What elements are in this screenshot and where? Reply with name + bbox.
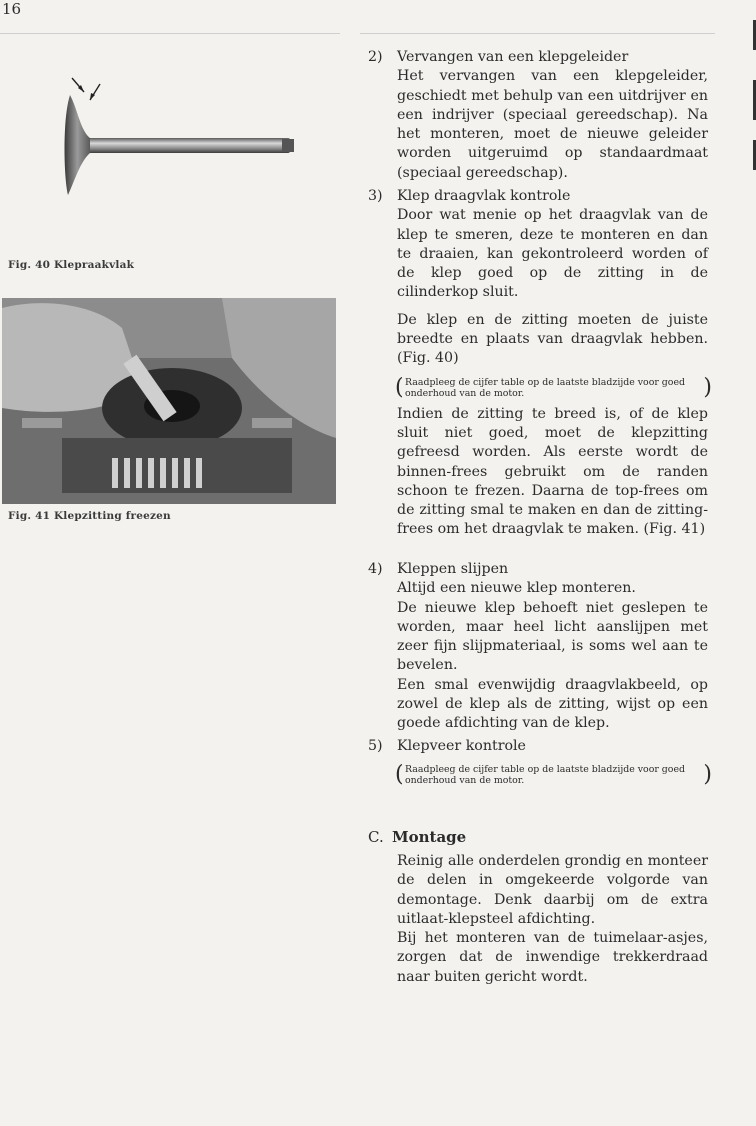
section-paragraph: Door wat menie op het draagvlak van de klep te smeren, deze te monteren en dan te draaien, kan gekontroleerd worden of de klep goed op de zitting in de cilinderkop sluit. bbox=[397, 207, 708, 301]
note-text: Raadpleeg de cijfer table op de laatste bladzijde voor goed onderhoud van de motor. bbox=[405, 764, 685, 787]
section-title: Klep draagvlak kontrole bbox=[397, 188, 571, 204]
montage-title: Montage bbox=[392, 828, 467, 846]
maintenance-note bbox=[395, 374, 712, 400]
note-text: Raadpleeg de cijfer table op de laatste bladzijde voor goed onderhoud van de motor. bbox=[405, 376, 685, 399]
fig-41-caption: Fig. 41 Klepzitting freezen bbox=[8, 510, 171, 522]
montage-heading bbox=[368, 828, 466, 846]
top-rule-right bbox=[360, 33, 715, 34]
section-number: 2) bbox=[368, 49, 383, 65]
section-paragraph: De klep en de zitting moeten de juiste breedte en plaats van draagvlak hebben. (Fig. 40) bbox=[397, 311, 708, 367]
montage-label: C. bbox=[368, 828, 384, 846]
montage-paragraph: Bij het monteren van de tuimelaar-asjes, zorgen dat de inwendige trekkerdraad naar buiten gericht wordt. bbox=[397, 930, 708, 985]
valve-seat-cutting-photo-icon bbox=[2, 298, 336, 504]
right-brace-icon: ) bbox=[703, 762, 712, 788]
left-brace-icon: ( bbox=[395, 762, 404, 788]
section-2 bbox=[368, 48, 708, 183]
section-paragraph: Altijd een nieuwe klep monteren. bbox=[397, 580, 636, 597]
section-number: 4) bbox=[368, 561, 383, 577]
valve-illustration-icon bbox=[60, 70, 305, 200]
top-rule-left bbox=[0, 33, 340, 34]
fig-40-caption: Fig. 40 Klepraakvlak bbox=[8, 259, 135, 271]
section-title: Kleppen slijpen bbox=[397, 561, 509, 577]
section-paragraph: De nieuwe klep behoeft niet geslepen te worden, maar heel licht aanslijpen met zeer fijn slijpmateriaal, is soms wel aan te bevelen. bbox=[397, 599, 708, 674]
section-title: Klepveer kontrole bbox=[397, 738, 526, 754]
left-brace-icon: ( bbox=[395, 374, 404, 400]
page-number: 16 bbox=[2, 0, 22, 18]
section-5 bbox=[368, 737, 712, 792]
section-number: 3) bbox=[368, 188, 383, 204]
montage-paragraph: Reinig alle onderdelen grondig en monteer de delen in omgekeerde volgorde van demontage. Denk daarbij om de extra uitlaat-klepsteel afdichting. bbox=[397, 853, 708, 927]
section-number: 5) bbox=[368, 738, 383, 754]
section-paragraph: Indien de zitting te breed is, of de klep sluit niet goed, moet de klepzitting gefreesd worden. Als eerste wordt de binnen-frees gebruikt om de randen schoon te frezen. Daarna de top-frees om de zitting smal te maken en dan de zitting-frees om het draagvlak te maken. (Fig. 41) bbox=[397, 405, 708, 538]
section-3 bbox=[368, 187, 712, 540]
right-brace-icon: ) bbox=[703, 374, 712, 400]
section-4 bbox=[368, 560, 708, 734]
section-paragraph: Een smal evenwijdig draagvlakbeeld, op zowel de klep als de zitting, wijst op een goede afdichting van de klep. bbox=[397, 676, 708, 732]
montage-body bbox=[397, 852, 708, 987]
section-paragraph: Het vervangen van een klepgeleider, geschiedt met behulp van een uitdrijver en een indrijver (speciaal gereedschap). Na het monteren, moet de nieuwe geleider worden uitgeruimd op standaardmaat (speciaal gereedschap). bbox=[397, 68, 708, 181]
section-title: Vervangen van een klepgeleider bbox=[397, 49, 629, 65]
maintenance-note bbox=[395, 762, 712, 788]
